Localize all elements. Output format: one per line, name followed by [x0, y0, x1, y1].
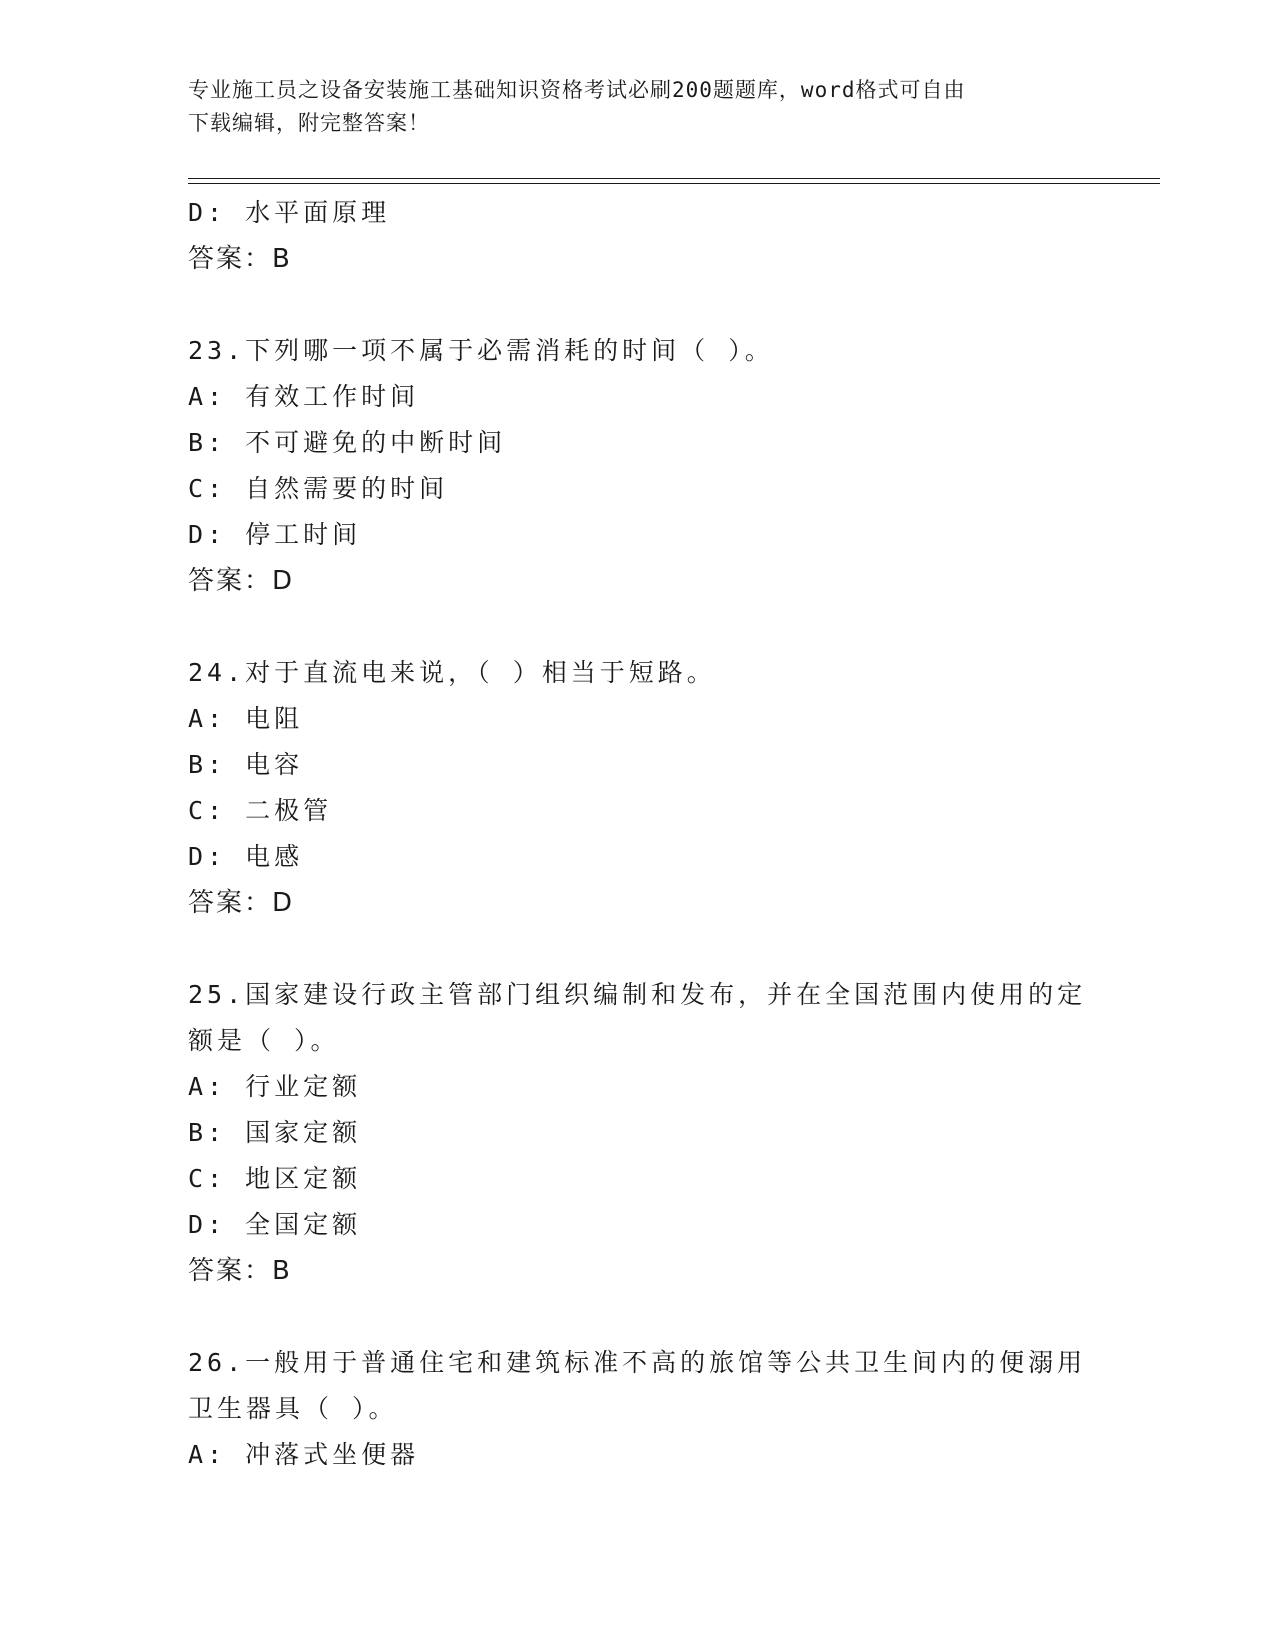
header-line-2: 下载编辑，附完整答案！ [188, 111, 430, 135]
answer: 答案：D [188, 888, 295, 918]
header-divider-top [188, 178, 1160, 179]
option-c: C: 二极管 [188, 796, 333, 825]
option-d: D: 停工时间 [188, 520, 362, 549]
question-25 [188, 972, 1088, 1294]
option-a: A: 行业定额 [188, 1072, 362, 1101]
option-a: A: 有效工作时间 [188, 382, 420, 411]
question-23 [188, 328, 1088, 604]
option-a: A: 电阻 [188, 704, 304, 733]
question-list [188, 190, 1088, 1478]
question-text-line-1: 26.一般用于普通住宅和建筑标准不高的旅馆等公共卫生间内的便溺用 [188, 1348, 1087, 1377]
option-b: B: 电容 [188, 750, 304, 779]
question-text-line-2: 卫生器具（ ）。 [188, 1394, 398, 1423]
option-b: B: 国家定额 [188, 1118, 362, 1147]
question-24 [188, 650, 1088, 926]
answer: 答案：B [188, 244, 292, 274]
option-d: D: 全国定额 [188, 1210, 362, 1239]
question-text-line-1: 25.国家建设行政主管部门组织编制和发布，并在全国范围内使用的定 [188, 980, 1087, 1009]
question-26 [188, 1340, 1088, 1478]
answer: 答案：D [188, 566, 295, 596]
option-d: D: 水平面原理 [188, 198, 391, 227]
question-22-tail [188, 190, 1088, 282]
question-text: 24.对于直流电来说，（ ）相当于短路。 [188, 658, 716, 687]
header-line-1: 专业施工员之设备安装施工基础知识资格考试必刷200题题库，word格式可自由 [188, 78, 966, 102]
document-header [188, 74, 1088, 140]
option-a: A: 冲落式坐便器 [188, 1440, 420, 1469]
answer: 答案：B [188, 1256, 292, 1286]
option-c: C: 自然需要的时间 [188, 474, 449, 503]
option-d: D: 电感 [188, 842, 304, 871]
header-divider-bottom [188, 183, 1160, 184]
option-b: B: 不可避免的中断时间 [188, 428, 507, 457]
option-c: C: 地区定额 [188, 1164, 362, 1193]
question-text-line-2: 额是（ ）。 [188, 1026, 340, 1055]
question-text: 23.下列哪一项不属于必需消耗的时间（ ）。 [188, 336, 774, 365]
